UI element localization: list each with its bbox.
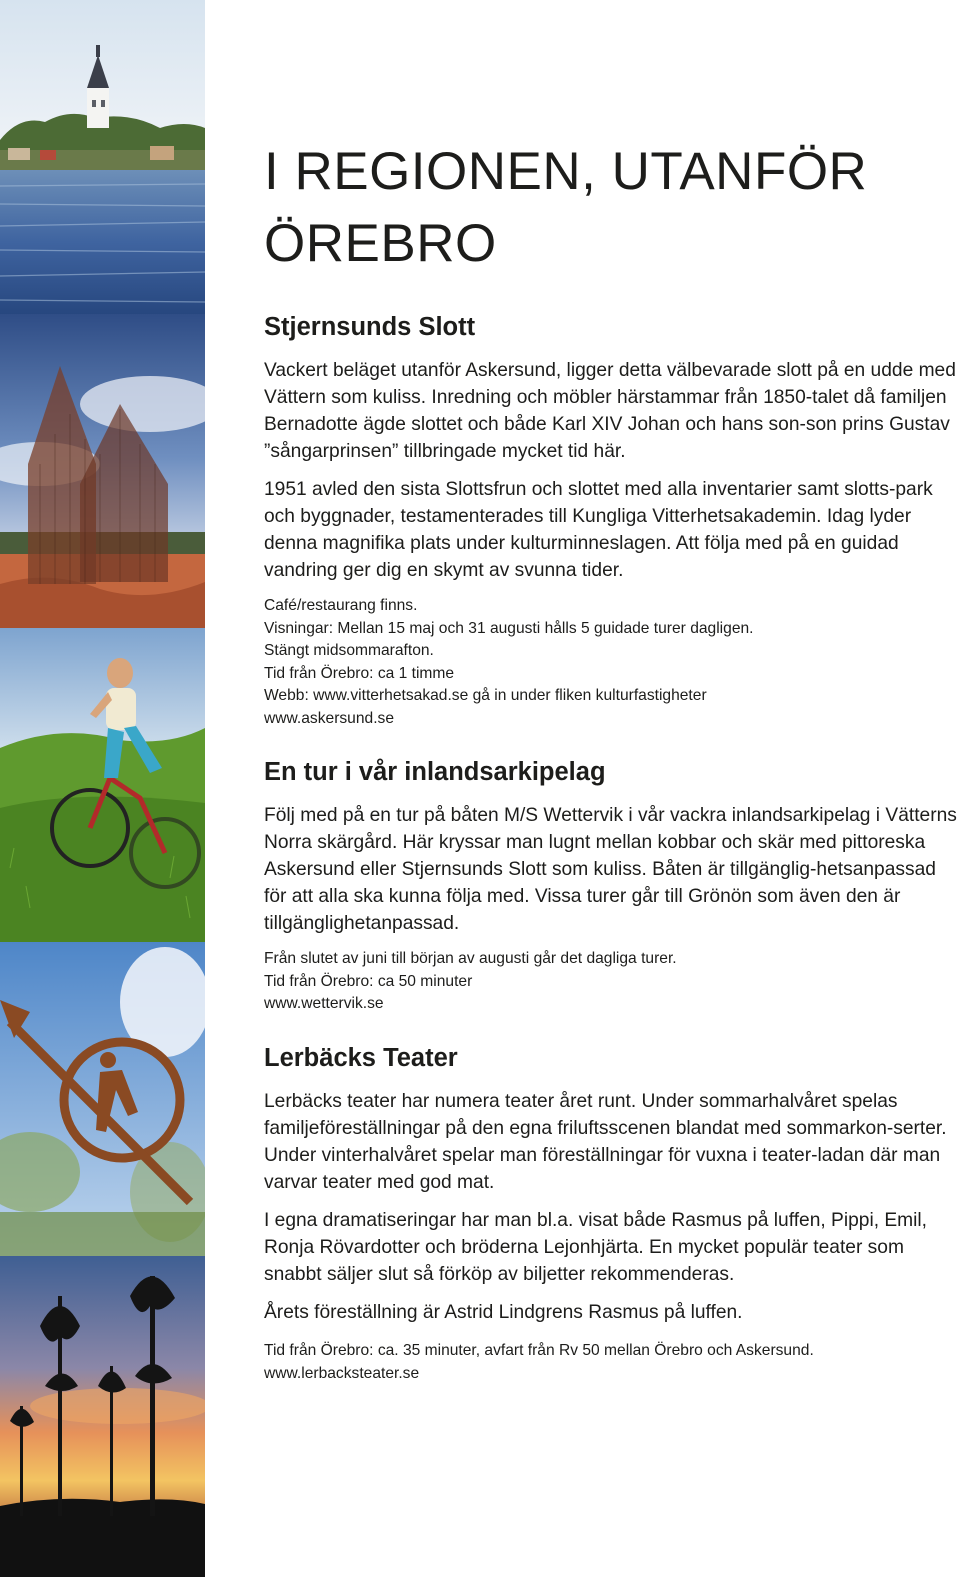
info-line: Tid från Örebro: ca 1 timme	[264, 664, 455, 682]
photo-sunset-pines	[0, 1256, 205, 1577]
section-paragraph: Lerbäcks teater har numera teater året runt. Under sommarhalvåret spelas familjeföreställningar på den egna friluftsscenen blandat med sommarkon-serter. Under vinterhalvåret spelar man föreställningar för vuxna i teater-ladan där man varvar teater med god mat.	[264, 1091, 947, 1193]
page-title-line-2: ÖREBRO	[264, 214, 497, 273]
photo-lake-church	[0, 0, 205, 314]
section-info	[264, 948, 958, 1016]
page-title	[264, 136, 958, 280]
photo-mesh-sculpture	[0, 314, 205, 628]
section-paragraph: Vackert beläget utanför Askersund, ligger detta välbevarade slott på en udde med Vättern som kuliss. Inredning och möbler härstammar från 1850-talet då familjen Bernadotte ägde slottet och både Karl XIV Johan och hans son-son prins Gustav ”sångarprinsen” tillbringade mycket tid här.	[264, 360, 956, 462]
section-paragraph: I egna dramatiseringar har man bl.a. visat både Rasmus på luffen, Pippi, Emil, Ronja Rövardotter och bröderna Lejonhjärta. En mycket populär teater som snabbt säljer slut så förköp av biljetter rekommenderas.	[264, 1210, 928, 1285]
section-heading: Lerbäcks Teater	[264, 1044, 458, 1072]
photo-hiking-sign	[0, 942, 205, 1256]
info-line: Tid från Örebro: ca. 35 minuter, avfart från Rv 50 mellan Örebro och Askersund.	[264, 1342, 814, 1359]
info-link[interactable]: www.askersund.se	[264, 709, 395, 727]
info-line: Café/restaurang finns.	[264, 597, 418, 614]
section-heading: En tur i vår inlandsarkipelag	[264, 758, 606, 786]
info-line: Visningar: Mellan 15 maj och 31 augusti hålls 5 guidade turer dagligen.	[264, 619, 754, 637]
section-lerbacks-teater	[264, 1042, 958, 1385]
section-info	[264, 595, 958, 730]
photo-strip	[0, 0, 205, 1577]
info-line: Från slutet av juni till början av augusti går det dagliga turer.	[264, 950, 677, 967]
page-title-line-1: I REGIONEN, UTANFÖR	[264, 142, 868, 201]
photo-cyclist	[0, 628, 205, 942]
info-link[interactable]: www.wettervik.se	[264, 995, 384, 1012]
info-line: Webb: www.vitterhetsakad.se gå in under fliken kulturfastigheter	[264, 687, 707, 704]
section-heading: Stjernsunds Slott	[264, 313, 476, 341]
info-line: Tid från Örebro: ca 50 minuter	[264, 972, 473, 990]
info-link[interactable]: www.lerbacksteater.se	[264, 1364, 420, 1382]
section-paragraph: Följ med på en tur på båten M/S Wettervik i vår vackra inlandsarkipelag i Vätterns Norra skärgård. Här kryssar man lugnt mellan kobbar och skär med pittoreska Askersund eller Stjernsunds Slott som kuliss. Båten är tillgänglig-hetsanpassad för att alla ska kunna följa med. Vissa turer går till Grönön som även den är tillgänglighetanpassad.	[264, 805, 957, 934]
section-paragraph: Årets föreställning är Astrid Lindgrens Rasmus på luffen.	[264, 1302, 743, 1323]
info-line: Stängt midsommarafton.	[264, 642, 434, 659]
section-info	[264, 1340, 958, 1385]
section-stjernsunds-slott	[264, 311, 958, 730]
section-inlandsarkipelag	[264, 756, 958, 1016]
section-paragraph: 1951 avled den sista Slottsfrun och slottet med alla inventarier samt slotts-park och byggnader, testamenterades till Kungliga Vitterhetsakademin. Idag lyder denna magnifika plats under kulturminneslagen. Att följa med på en guidad vandring ger dig en skymt av svunna tider.	[264, 479, 933, 581]
